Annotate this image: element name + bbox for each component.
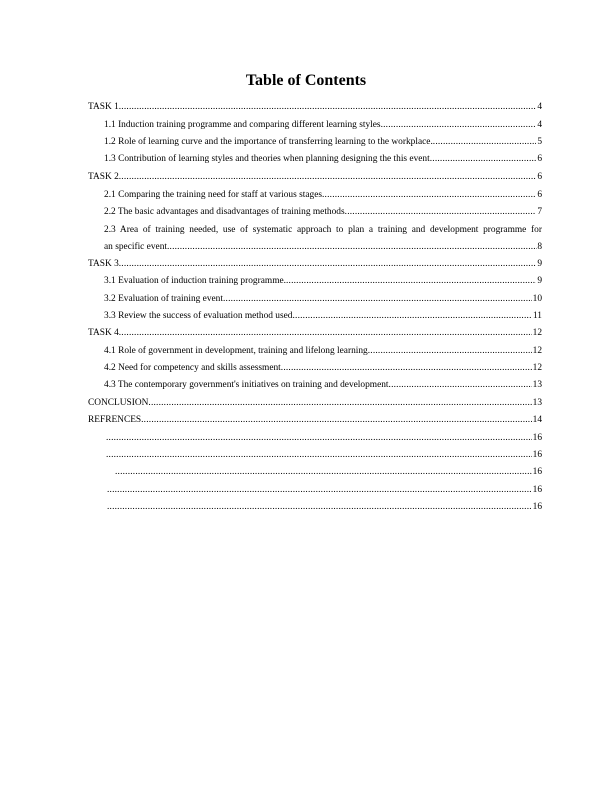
toc-entry-page: 6 (537, 172, 542, 182)
toc-leader-dots (433, 136, 537, 148)
toc-entry-blank[interactable] (115, 466, 542, 478)
toc-entry-blank[interactable] (106, 432, 542, 444)
toc-entry-page: 13 (532, 398, 542, 408)
toc-leader-dots (119, 101, 537, 113)
toc-entry-label: 1.1 Induction training programme and comparing different learning styles (104, 120, 381, 130)
toc-entry-3-2[interactable] (104, 293, 542, 305)
toc-entry-page: 16 (532, 450, 542, 460)
toc-entry-conclusion[interactable] (88, 397, 542, 409)
toc-leader-dots (345, 206, 537, 218)
toc-entry-label: 1.3 Contribution of learning styles and theories when planning designing the this event (104, 154, 430, 164)
toc-entry-label-line1: 2.3 Area of training needed, use of systematic approach to plan a training and development programme for (104, 225, 542, 235)
toc-entry-line2 (104, 241, 542, 253)
toc-entry-2-3[interactable] (104, 224, 542, 253)
toc-title: Table of Contents (245, 72, 367, 89)
toc-leader-dots (106, 432, 532, 444)
toc-entry-label: 4.3 The contemporary government's initiatives on training and development (104, 380, 389, 390)
toc-entry-3-3[interactable] (104, 310, 542, 322)
toc-entry-page: 8 (537, 242, 542, 252)
toc-entry-page: 9 (537, 259, 542, 269)
toc-leader-dots (106, 449, 532, 461)
toc-entry-blank[interactable] (107, 484, 542, 496)
toc-leader-dots (167, 241, 537, 253)
toc-entry-blank[interactable] (106, 449, 542, 461)
toc-entry-3-1[interactable] (104, 275, 542, 287)
toc-entry-label: 2.1 Comparing the training need for staff at various stages (104, 190, 323, 200)
toc-entry-references[interactable] (88, 414, 542, 426)
toc-leader-dots (368, 345, 532, 357)
toc-entry-page: 7 (537, 207, 542, 217)
toc-entry-page: 11 (532, 311, 542, 321)
toc-entry-label: CONCLUSION (88, 398, 149, 408)
toc-leader-dots (119, 327, 532, 339)
toc-entry-blank[interactable] (107, 501, 542, 513)
toc-entry-4-1[interactable] (104, 345, 542, 357)
toc-entry-page: 16 (532, 485, 542, 495)
toc-entry-label: TASK 4 (88, 328, 119, 338)
toc-leader-dots (281, 362, 532, 374)
toc-entry-task-3[interactable] (88, 258, 542, 270)
toc-entry-page: 4 (537, 120, 542, 130)
toc-entry-label: TASK 1 (88, 102, 119, 112)
toc-entry-label: 4.1 Role of government in development, training and lifelong learning (104, 346, 368, 356)
toc-entry-page: 4 (537, 102, 542, 112)
toc-entry-label: 1.2 Role of learning curve and the importance of transferring learning to the workplace. (104, 137, 433, 147)
toc-leader-dots (107, 501, 532, 513)
toc-leader-dots (107, 484, 532, 496)
toc-entry-page: 12 (532, 363, 542, 373)
toc-leader-dots (293, 310, 532, 322)
toc-entry-4-2[interactable] (104, 362, 542, 374)
toc-leader-dots (381, 119, 537, 131)
toc-leader-dots (148, 397, 531, 409)
toc-entry-task-2[interactable] (88, 171, 542, 183)
toc-entry-page: 12 (532, 328, 542, 338)
toc-entry-label: 3.2 Evaluation of training event (104, 294, 223, 304)
toc-entry-1-2[interactable] (104, 136, 542, 148)
toc-entry-task-1[interactable] (88, 101, 542, 113)
toc-leader-dots (430, 153, 537, 165)
toc-entry-label: 2.2 The basic advantages and disadvantages of training methods (104, 207, 345, 217)
toc-leader-dots (115, 466, 532, 478)
toc-entry-label: 4.2 Need for competency and skills assessment (104, 363, 281, 373)
toc-leader-dots (389, 379, 532, 391)
toc-entry-label: REFRENCES (88, 415, 142, 425)
toc-entry-task-4[interactable] (88, 327, 542, 339)
toc-entry-2-2[interactable] (104, 206, 542, 218)
toc-entry-1-3[interactable] (104, 153, 542, 165)
toc-leader-dots (119, 258, 537, 270)
toc-entry-page: 16 (532, 433, 542, 443)
toc-leader-dots (322, 189, 536, 201)
toc-entry-label: 3.1 Evaluation of induction training programme. (104, 276, 286, 286)
toc-entry-page: 12 (532, 346, 542, 356)
toc-entry-4-3[interactable] (104, 379, 542, 391)
toc-entry-page: 16 (532, 467, 542, 477)
toc-entry-label: TASK 2 (88, 172, 119, 182)
toc-entry-page: 10 (532, 294, 542, 304)
toc-entry-label: TASK 3 (88, 259, 119, 269)
toc-entry-page: 6 (537, 190, 542, 200)
toc-entry-page: 5 (537, 137, 542, 147)
toc-entry-page: 13 (532, 380, 542, 390)
toc-leader-dots (223, 293, 532, 305)
toc-entry-page: 14 (532, 415, 542, 425)
toc-entry-label: 3.3 Review the success of evaluation method used (104, 311, 293, 321)
toc-leader-dots (119, 171, 537, 183)
toc-entry-page: 9 (537, 276, 542, 286)
toc-leader-dots (141, 414, 531, 426)
toc-entry-label-line2: an specific event (104, 242, 167, 252)
toc-entry-1-1[interactable] (104, 119, 542, 131)
toc-leader-dots (286, 275, 536, 287)
toc-entry-2-1[interactable] (104, 189, 542, 201)
toc-entry-page: 16 (532, 502, 542, 512)
toc-entry-page: 6 (537, 154, 542, 164)
